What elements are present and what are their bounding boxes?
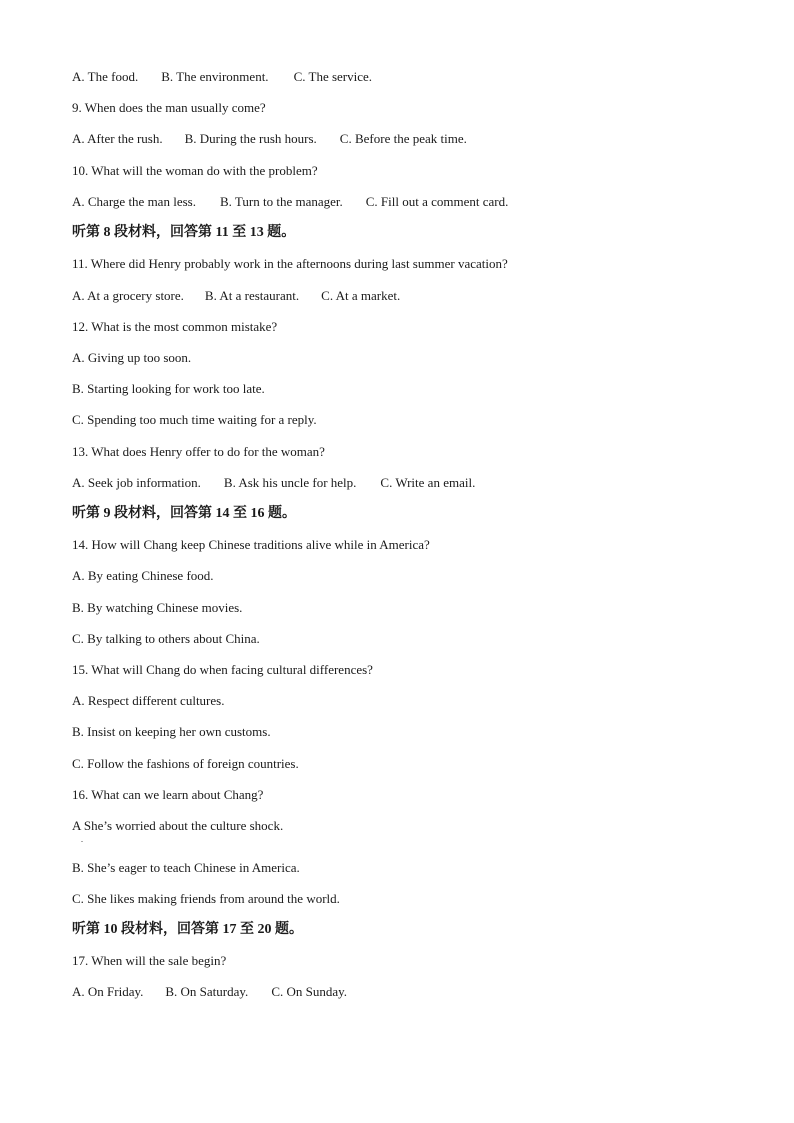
question-line: 16. What can we learn about Chang?: [72, 787, 264, 802]
options-row: [72, 194, 508, 210]
question-line: 9. When does the man usually come?: [72, 100, 266, 115]
section-heading: 听第 10 段材料，回答第 17 至 20 题。: [72, 922, 303, 937]
question-line: A. Giving up too soon.: [72, 350, 192, 365]
option-b: B. During the rush hours.: [184, 131, 317, 146]
options-row: [72, 131, 467, 147]
question-line: C. By talking to others about China.: [72, 631, 260, 646]
question-line: B. She’s eager to teach Chinese in America.: [72, 860, 300, 875]
option-a: A. The food.: [72, 69, 139, 84]
question-line: 17. When will the sale begin?: [72, 953, 227, 968]
option-a: A. At a grocery store.: [72, 288, 184, 303]
options-row: [72, 288, 400, 304]
section-heading: 听第 8 段材料，回答第 11 至 13 题。: [72, 225, 296, 240]
option-b: B. Ask his uncle for help.: [223, 475, 357, 490]
options-row: [72, 69, 372, 85]
option-b: B. The environment.: [161, 69, 269, 84]
question-line: B. By watching Chinese movies.: [72, 600, 243, 615]
option-c: C. Fill out a comment card.: [365, 194, 509, 209]
question-line: 10. What will the woman do with the problem?: [72, 163, 318, 178]
question-line: A. By eating Chinese food.: [72, 568, 214, 583]
options-row: [72, 475, 475, 491]
option-c: C. On Sunday.: [271, 984, 348, 999]
option-c: C. The service.: [293, 69, 373, 84]
question-line: 12. What is the most common mistake?: [72, 319, 278, 334]
option-a: A. On Friday.: [72, 984, 144, 999]
option-c: C. At a market.: [321, 288, 401, 303]
section-heading: 听第 9 段材料，回答第 14 至 16 题。: [72, 506, 296, 521]
question-line: 14. How will Chang keep Chinese traditions alive while in America?: [72, 537, 430, 552]
option-c: C. Before the peak time.: [339, 131, 467, 146]
question-line: C. Follow the fashions of foreign countries.: [72, 756, 299, 771]
question-line: C. Spending too much time waiting for a reply.: [72, 412, 317, 427]
option-b: B. At a restaurant.: [204, 288, 300, 303]
stray-dot: .: [81, 835, 83, 844]
question-line: A She’s worried about the culture shock.: [72, 818, 284, 833]
question-line: B. Starting looking for work too late.: [72, 381, 265, 396]
question-line: 13. What does Henry offer to do for the woman?: [72, 444, 325, 459]
option-b: B. On Saturday.: [165, 984, 249, 999]
question-line: B. Insist on keeping her own customs.: [72, 724, 271, 739]
option-a: A. Seek job information.: [72, 475, 201, 490]
question-line: 11. Where did Henry probably work in the afternoons during last summer vacation?: [72, 256, 508, 271]
option-a: A. After the rush.: [72, 131, 163, 146]
question-line: A. Respect different cultures.: [72, 693, 225, 708]
question-line: 15. What will Chang do when facing cultural differences?: [72, 662, 373, 677]
options-row: [72, 984, 347, 1000]
option-a: A. Charge the man less.: [72, 194, 196, 209]
option-b: B. Turn to the manager.: [219, 194, 343, 209]
option-c: C. Write an email.: [380, 475, 476, 490]
question-line: C. She likes making friends from around the world.: [72, 891, 340, 906]
